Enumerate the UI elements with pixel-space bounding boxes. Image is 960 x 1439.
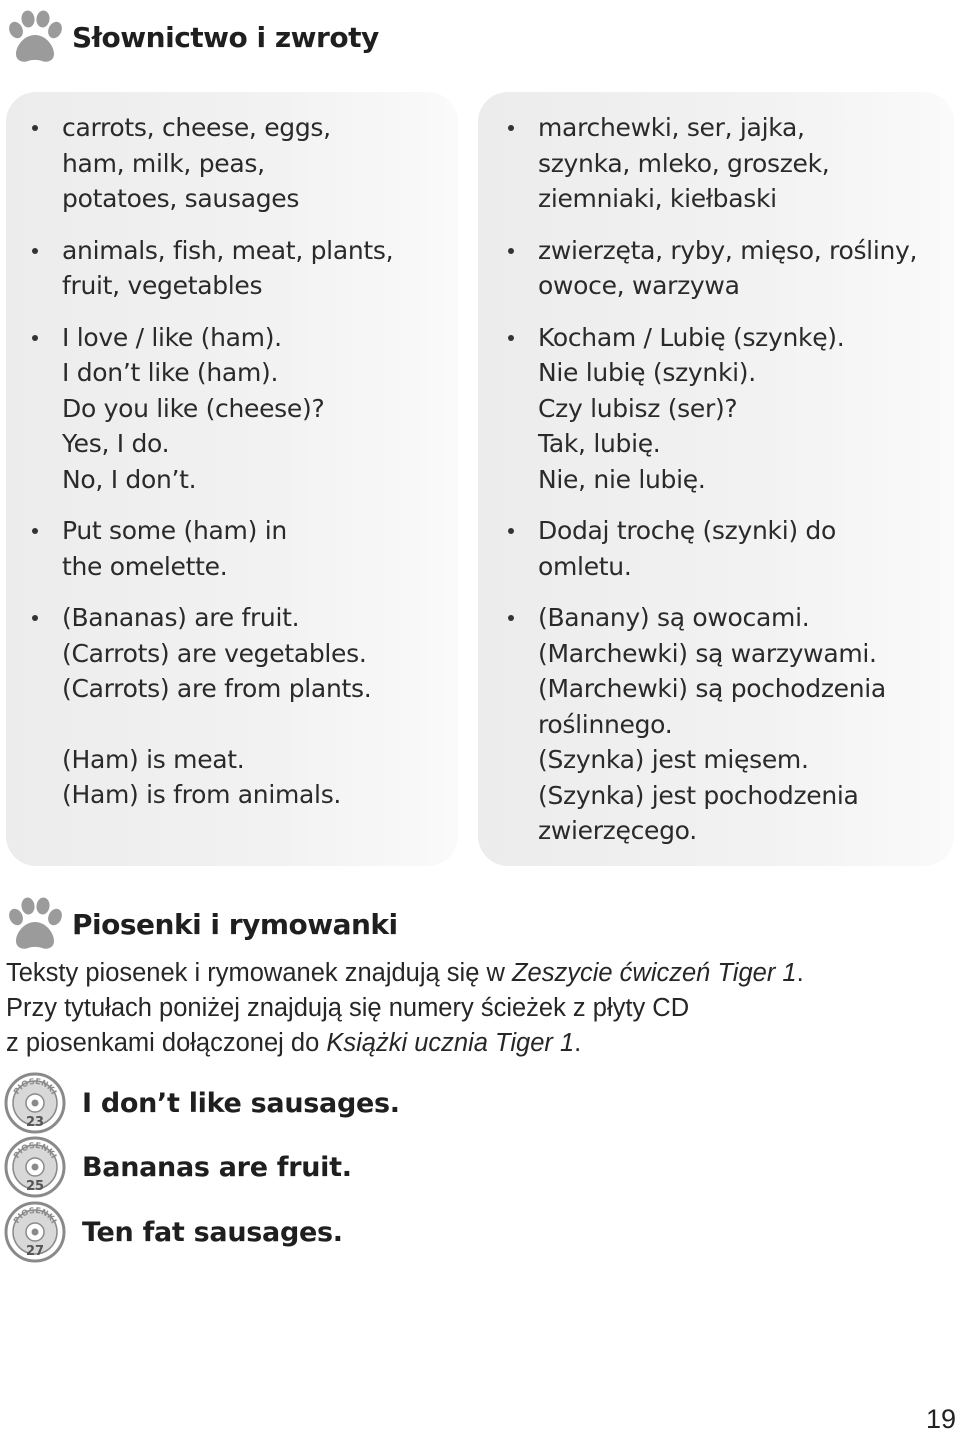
intro-text: Teksty piosenek i rymowanek znajdują się w — [6, 959, 512, 987]
vocab-line-spacer — [62, 707, 448, 742]
song-item — [4, 1201, 343, 1263]
bullet — [508, 248, 514, 254]
vocab-line: (Szynka) jest mięsem. — [538, 745, 809, 774]
bullet — [32, 615, 38, 621]
vocab-line: I love / like (ham). — [62, 322, 282, 352]
cd-badge-icon — [4, 1072, 66, 1134]
intro-text: . — [796, 959, 804, 987]
vocab-line: (Ham) is from animals. — [62, 780, 342, 809]
polish-vocab-list — [508, 110, 944, 865]
list-item — [32, 513, 448, 584]
vocab-line: ziemniaki, kiełbaski — [538, 184, 777, 213]
vocab-line: (Bananas) are fruit. — [62, 603, 300, 632]
song-item — [4, 1072, 400, 1134]
page-number: 19 — [925, 1404, 956, 1434]
vocab-line: Nie lubię (szynki). — [538, 358, 756, 387]
vocab-line: Nie, nie lubię. — [538, 464, 706, 494]
song-title: Ten fat sausages. — [82, 1216, 343, 1248]
vocab-line: roślinnego. — [538, 709, 673, 739]
songs-section-header — [6, 895, 398, 953]
list-item — [32, 233, 448, 304]
vocab-line: marchewki, ser, jajka, — [538, 113, 805, 142]
vocab-line: Put some (ham) in — [62, 516, 287, 545]
intro-line — [6, 956, 946, 991]
intro-line — [6, 1026, 946, 1061]
intro-text: Przy tytułach poniżej znajdują się numery ścieżek z płyty CD — [6, 994, 690, 1022]
vocab-line: (Szynka) jest pochodzenia — [538, 780, 859, 810]
vocab-line: potatoes, sausages — [62, 184, 300, 213]
vocab-line: carrots, cheese, eggs, — [62, 113, 331, 142]
intro-line — [6, 991, 946, 1026]
track-number: 23 — [25, 1115, 45, 1130]
track-number: 25 — [25, 1179, 45, 1194]
paw-icon — [6, 8, 64, 66]
song-title: Bananas are fruit. — [82, 1151, 352, 1183]
list-item — [32, 600, 448, 813]
vocab-line: Kocham / Lubię (szynkę). — [538, 322, 845, 352]
vocab-line: szynka, mleko, groszek, — [538, 148, 830, 178]
vocab-line: Czy lubisz (ser)? — [538, 393, 738, 423]
vocab-line: fruit, vegetables — [62, 271, 263, 300]
vocab-line: animals, fish, meat, plants, — [62, 235, 394, 265]
song-item — [4, 1136, 352, 1198]
bullet — [32, 335, 38, 341]
section-title-vocab: Słownictwo i zwroty — [72, 20, 379, 54]
list-item — [508, 320, 944, 498]
vocab-line: Tak, lubię. — [538, 429, 661, 458]
english-vocab-panel — [6, 92, 458, 866]
cd-badge-icon — [4, 1201, 66, 1263]
list-item — [508, 600, 944, 849]
intro-text: . — [574, 1029, 582, 1057]
vocab-line: owoce, warzywa — [538, 271, 740, 300]
vocab-section-header — [6, 8, 379, 66]
badge-label: PIOSENKI — [11, 1076, 59, 1096]
bullet — [508, 125, 514, 131]
list-item — [508, 513, 944, 584]
song-title: I don’t like sausages. — [82, 1087, 400, 1119]
vocab-line: (Ham) is meat. — [62, 744, 245, 774]
vocab-line: Dodaj trochę (szynki) do — [538, 516, 837, 545]
vocab-line: zwierzęta, ryby, mięso, rośliny, — [538, 235, 918, 265]
songs-intro-paragraph — [6, 956, 946, 1061]
intro-title-italic: Zeszycie ćwiczeń Tiger 1 — [511, 959, 797, 987]
vocab-line: (Carrots) are from plants. — [62, 674, 372, 703]
vocab-line: I don’t like (ham). — [62, 358, 279, 387]
vocab-line: zwierzęcego. — [538, 816, 697, 845]
bullet — [32, 528, 38, 534]
intro-title-italic: Książki ucznia Tiger 1 — [326, 1029, 575, 1057]
paw-icon — [6, 895, 64, 953]
list-item — [508, 110, 944, 217]
section-title-songs: Piosenki i rymowanki — [72, 907, 398, 941]
bullet — [32, 125, 38, 131]
vocab-line: No, I don’t. — [62, 464, 197, 494]
list-item — [32, 320, 448, 498]
vocab-line: omletu. — [538, 551, 632, 581]
list-item — [32, 110, 448, 217]
vocab-line: (Marchewki) są pochodzenia — [538, 674, 886, 703]
badge-label: PIOSENKI — [11, 1140, 59, 1160]
list-item — [508, 233, 944, 304]
bullet — [508, 615, 514, 621]
polish-vocab-panel — [478, 92, 954, 866]
bullet — [32, 248, 38, 254]
track-number: 27 — [25, 1244, 45, 1259]
vocab-line: (Marchewki) są warzywami. — [538, 638, 877, 668]
intro-text: z piosenkami dołączonej do — [6, 1029, 327, 1057]
vocab-line: ham, milk, peas, — [62, 148, 265, 178]
badge-label: PIOSENKI — [11, 1205, 59, 1225]
english-vocab-list — [32, 110, 448, 829]
vocab-line: Do you like (cheese)? — [62, 393, 325, 423]
bullet — [508, 528, 514, 534]
vocab-line: (Carrots) are vegetables. — [62, 638, 367, 668]
vocab-line: the omelette. — [62, 551, 228, 581]
cd-badge-icon — [4, 1136, 66, 1198]
vocab-line: (Banany) są owocami. — [538, 603, 810, 632]
bullet — [508, 335, 514, 341]
vocab-line: Yes, I do. — [62, 429, 170, 458]
